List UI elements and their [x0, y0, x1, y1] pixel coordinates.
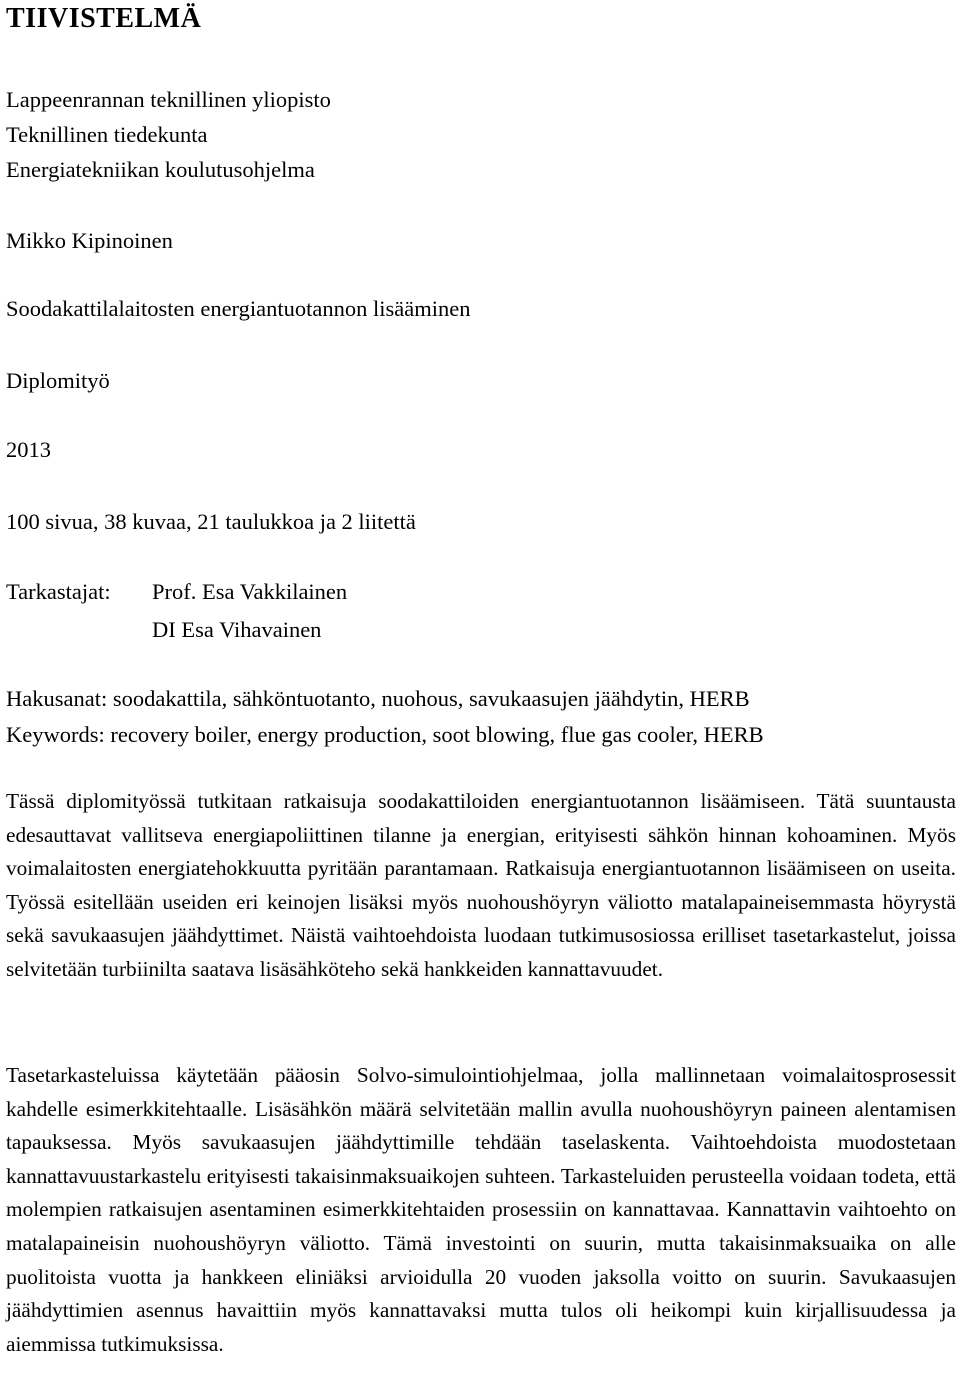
reviewers-label: Tarkastajat: — [6, 579, 111, 604]
reviewer-name: Prof. Esa Vakkilainen — [152, 579, 348, 604]
degree-programme: Energiatekniikan koulutusohjelma — [6, 157, 315, 182]
publication-year: 2013 — [6, 437, 51, 462]
thesis-title: Soodakattilalaitosten energiantuotannon lisääminen — [6, 296, 471, 321]
thesis-extent: 100 sivua, 38 kuvaa, 21 taulukkoa ja 2 liitettä — [6, 509, 416, 534]
university-name: Lappeenrannan teknillinen yliopisto — [6, 87, 331, 112]
english-keywords: Keywords: recovery boiler, energy production, soot blowing, flue gas cooler, HERB — [6, 722, 764, 747]
reviewer-name: DI Esa Vihavainen — [152, 617, 322, 642]
thesis-type: Diplomityö — [6, 368, 110, 393]
author-name: Mikko Kipinoinen — [6, 228, 173, 253]
page-heading: TIIVISTELMÄ — [6, 3, 202, 34]
faculty-name: Teknillinen tiedekunta — [6, 122, 208, 147]
abstract-paragraph: Tässä diplomityössä tutkitaan ratkaisuja soodakattiloiden energiantuotannon lisäämiseen. Tätä suuntausta edesauttavat vallitseva energiapoliittinen tilanne ja energian, erityisesti sähkön hinnan kohoaminen. Myös voimalaitosten energiatehokkuutta pyritään parantamaan. Ratkaisuja energiantuotannon lisäämiseen on useita. Työssä esitellään useiden eri keinojen lisäksi myös nuohoushöyryn väliotto matalapaineisemmasta höyrystä sekä savukaasujen jäähdyttimet. Näistä vaihtoehdoista luodaan tutkimusosiossa erilliset tasetarkastelut, joissa selvitetään turbiinilta saatava lisäsähköteho sekä hankkeiden kannattavuudet. — [6, 789, 956, 981]
finnish-keywords: Hakusanat: soodakattila, sähköntuotanto, nuohous, savukaasujen jäähdytin, HERB — [6, 686, 750, 711]
abstract-paragraph: Tasetarkasteluissa käytetään pääosin Solvo-simulointiohjelmaa, jolla mallinnetaan voimalaitosprosessit kahdelle esimerkkitehtaalle. Lisäsähkön määrä selvitetään mallin avulla nuohoushöyryn paineen alentamisen tapauksessa. Myös savukaasujen jäähdyttimille tehdään taselaskenta. Vaihtoehdoista muodostetaan kannattavuustarkastelu erityisesti takaisinmaksuaikojen suhteen. Tarkasteluiden perusteella voidaan todeta, että molempien ratkaisujen asentaminen esimerkkitehtaiden prosessiin on kannattavaa. Kannattavin vaihtoehto on matalapaineisin nuohoushöyryn väliotto. Tämä investointi on suurin, mutta takaisinmaksuaika on alle puolitoista vuotta ja hankkeen eliniäksi arvioidulla 20 vuoden jaksolla voitto on suurin. Savukaasujen jäähdyttimien asennus havaittiin myös kannattavaksi mutta tulos oli heikompi kuin kirjallisuudessa ja aiemmissa tutkimuksissa. — [6, 1063, 956, 1356]
